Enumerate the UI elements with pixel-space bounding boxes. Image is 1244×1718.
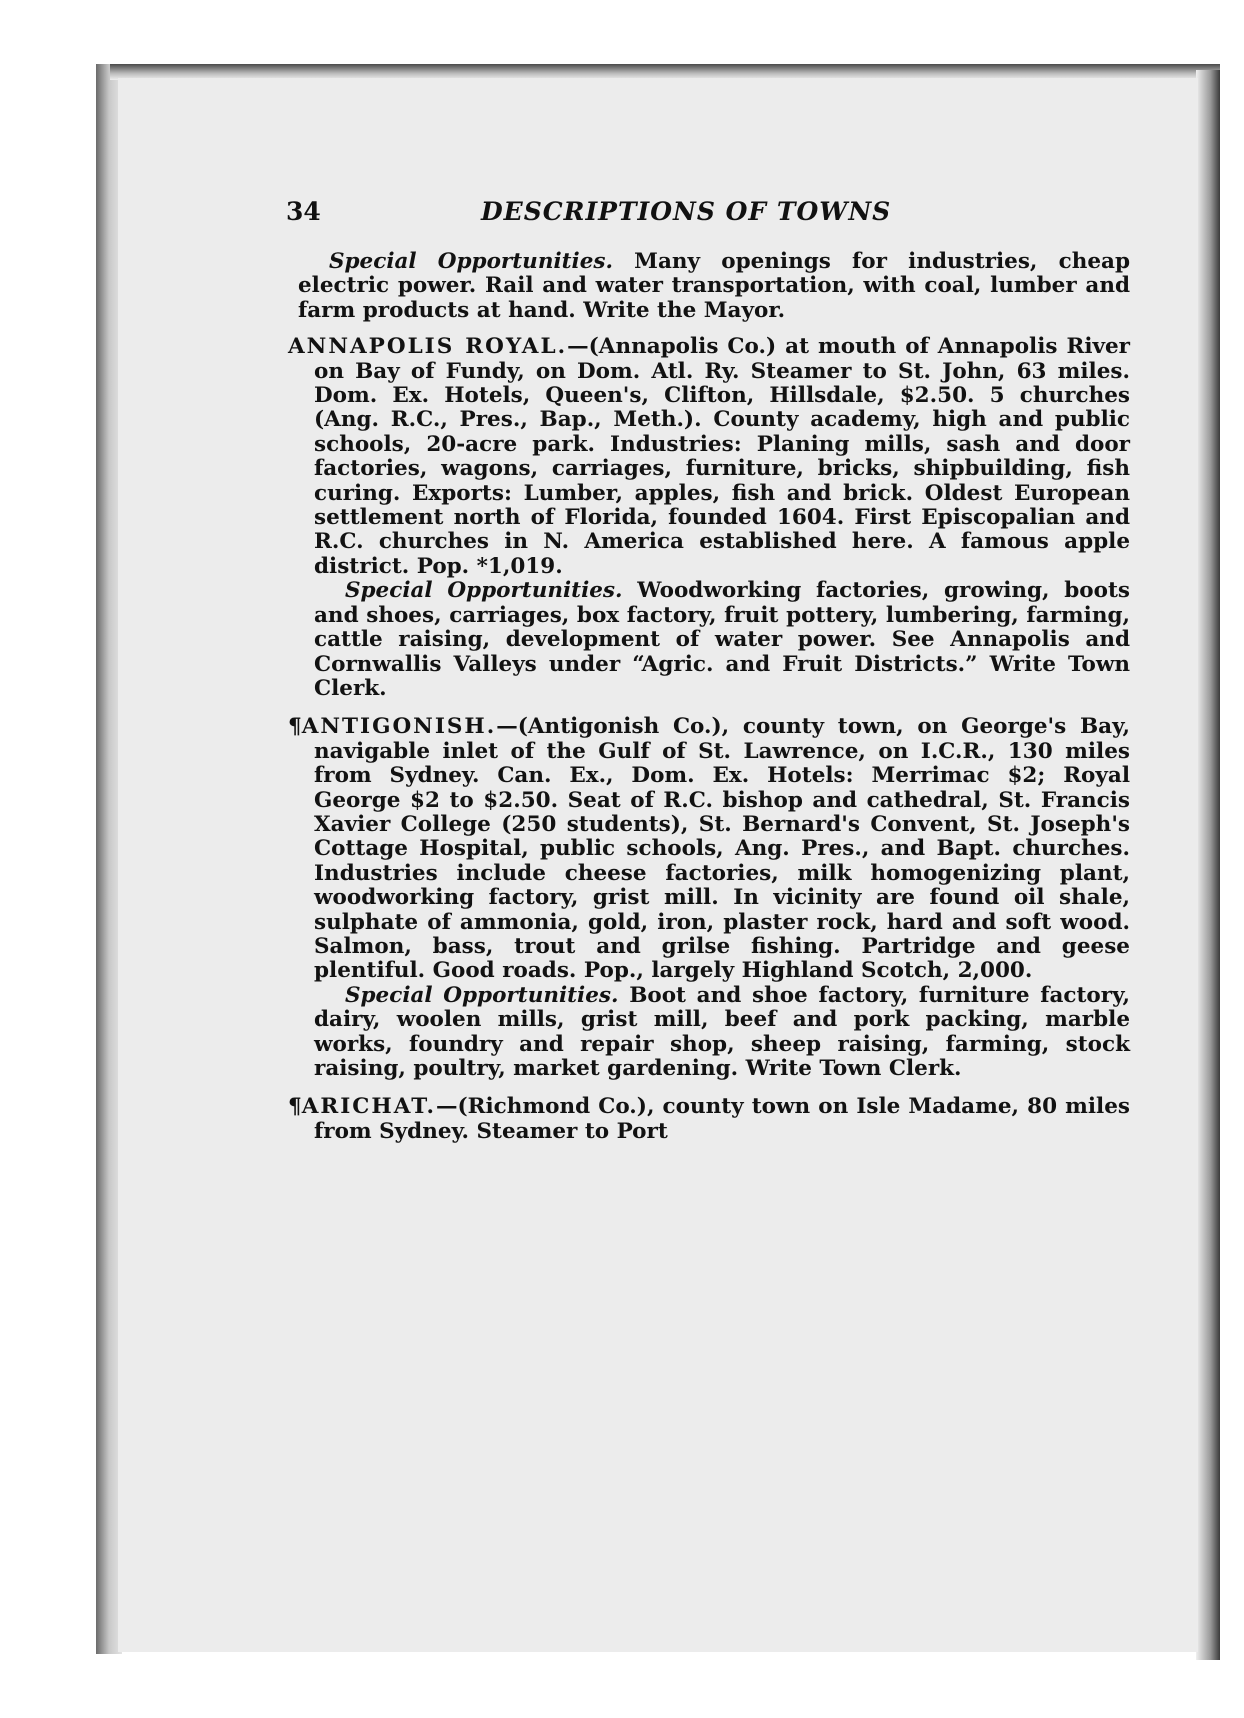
opportunities-label: Special Opportunities. — [345, 982, 619, 1008]
page-header — [286, 197, 956, 233]
town-description — [288, 1095, 1130, 1144]
town-entry-antigonish — [288, 715, 1130, 1081]
town-name: ARICHAT. — [301, 1094, 436, 1120]
town-opportunities — [288, 984, 1130, 1082]
town-opportunities — [288, 579, 1130, 701]
opportunities-label: Special Opportunities. — [345, 578, 623, 604]
opportunities-text: Woodworking factories, growing, boots and shoes, carriages, box factory, fruit pottery, lumbering, farming, cattle raising, development of water power. See Annapolis and Cornwallis Valleys under “Agric. and Fruit Districts.” Write Town Clerk. — [314, 578, 1130, 701]
page-number: 34 — [286, 197, 321, 226]
town-name: ANNAPOLIS ROYAL. — [288, 334, 568, 360]
town-name: ANTIGONISH. — [301, 714, 497, 740]
opportunities-text: Boot and shoe factory, furniture factory, dairy, woolen mills, grist mill, beef and pork packing, marble works, foundry and repair shop, sheep raising, farming, stock raising, poultry, market gardening. Write Town Clerk. — [314, 982, 1131, 1081]
intro-paragraph — [288, 250, 1130, 323]
town-description-text: —(Antigonish Co.), county town, on George's Bay, navigable inlet of the Gulf of St. Lawrence, on I.C.R., 130 miles from Sydney. Can. Ex., Dom. Ex. Hotels: Merrimac $2; Royal George $2 to $2.50. Seat of R.C. bishop and cathedral, St. Francis Xavier College (250 students), St. Bernard's Convent, St. Joseph's Cottage Hospital, public schools, Ang. Pres., and Bapt. churches. Industries include cheese factories, milk homogenizing plant, woodworking factory, grist mill. In vicinity are found oil shale, sulphate of ammonia, gold, iron, plaster rock, hard and soft wood. Salmon, bass, trout and grilse fishing. Partridge and geese plentiful. Good roads. Pop., largely Highland Scotch, 2,000. — [314, 714, 1130, 984]
intro-label: Special Opportunities. — [329, 249, 613, 274]
town-description-text: —(Annapolis Co.) at mouth of Annapolis River on Bay of Fundy, on Dom. Atl. Ry. Steamer to St. John, 63 miles. Dom. Ex. Hotels, Queen's, Clifton, Hillsdale, $2.50. 5 churches (Ang. R.C., Pres., Bap., Meth.). County academy, high and public schools, 20-acre park. Industries: Planing mills, sash and door factories, wagons, carriages, furniture, bricks, shipbuilding, fish curing. Exports: Lumber, apples, fish and brick. Oldest European settlement north of Florida, founded 1604. First Episcopalian and R.C. churches in N. America established here. A famous apple district. Pop. *1,019. — [314, 334, 1130, 579]
town-description — [288, 715, 1130, 983]
town-entry-arichat — [288, 1095, 1130, 1144]
running-title: DESCRIPTIONS OF TOWNS — [481, 197, 892, 226]
entry-marker: ¶ — [288, 714, 302, 740]
scan-edge-right — [1196, 70, 1220, 1660]
intro-text: Many openings for industries, cheap electric power. Rail and water transportation, with coal, lumber and farm products at hand. Write the Mayor. — [298, 249, 1130, 323]
town-description — [288, 335, 1130, 579]
town-description-text: —(Richmond Co.), county town on Isle Madame, 80 miles from Sydney. Steamer to Port — [314, 1094, 1130, 1144]
body-text — [288, 250, 1130, 1144]
entry-marker: ¶ — [288, 1094, 302, 1120]
town-entry-annapolis-royal — [288, 335, 1130, 701]
